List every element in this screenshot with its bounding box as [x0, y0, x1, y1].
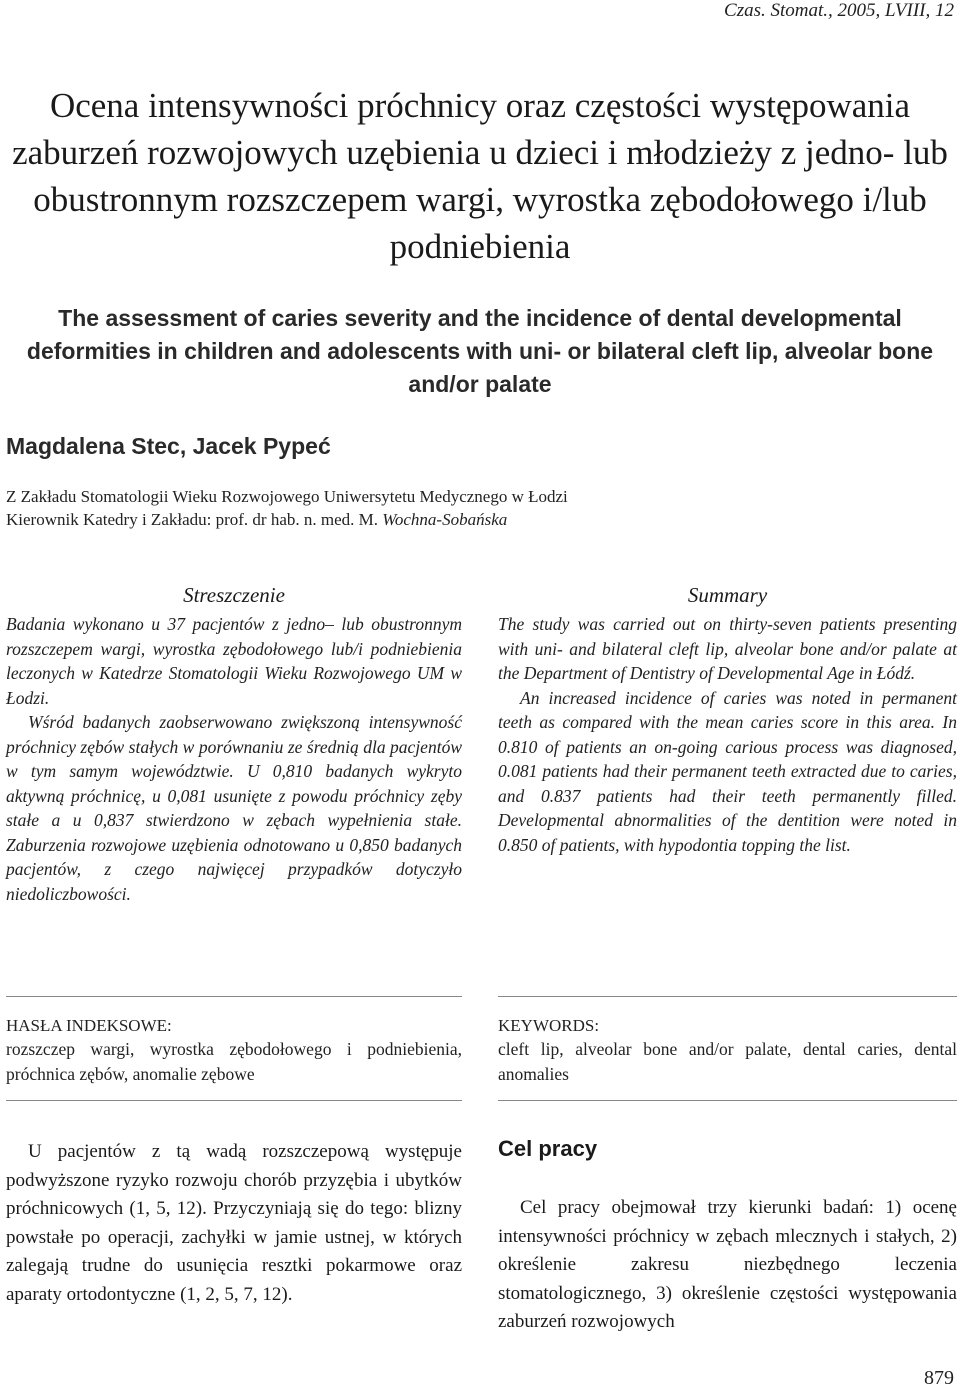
- abstract-polish: [6, 583, 462, 906]
- body-left-column: [6, 1138, 462, 1309]
- keywords-polish-heading: HASŁA INDEKSOWE:: [6, 1016, 172, 1035]
- keywords-polish-bottom-rule: [6, 1100, 462, 1101]
- keywords-english-text: cleft lip, alveolar bone and/or palate, dental caries, dental anomalies: [498, 1039, 957, 1084]
- affiliation-line-1: Z Zakładu Stomatologii Wieku Rozwojowego Uniwersytetu Medycznego w Łodzi: [6, 487, 568, 506]
- abstract-polish-heading: Streszczenie: [183, 583, 285, 607]
- keywords-polish-text: rozszczep wargi, wyrostka zębodołowego i podniebienia, próchnica zębów, anomalie zębowe: [6, 1039, 462, 1084]
- affiliation: [6, 485, 568, 531]
- abstract-english-paragraph: The study was carried out on thirty-seven patients presenting with uni- and bilateral cleft lip, alveolar bone and/or palate at the Department of Dentistry of Developmental Age in Łódź.: [498, 614, 957, 683]
- authors: Magdalena Stec, Jacek Pypeć: [6, 433, 331, 459]
- affiliation-head-label: Kierownik Katedry i Zakładu: prof. dr hab. n. med. M.: [6, 510, 383, 529]
- body-paragraph: Cel pracy obejmował trzy kierunki badań: 1) ocenę intensywności próchnicy w zębach mlecznych i stałych, 2) określenie zakresu niezbędnego leczenia stomatologicznego, 3) określenie częstości występowania zaburzeń rozwojowych: [498, 1197, 957, 1332]
- affiliation-head-name: Wochna-Sobańska: [382, 510, 508, 529]
- body-paragraph: U pacjentów z tą wadą rozszczepową występuje podwyższone ryzyko rozwoju chorób przyzębia i ubytków próchnicowych (1, 5, 12). Przyczyniają się do tego: blizny powstałe po operacji, zachyłki w jamie ustnej, w których zalegają trudne do usunięcia resztki pokarmowe oraz aparaty ortodontyczne (1, 2, 5, 7, 12).: [6, 1141, 462, 1305]
- section-heading: Cel pracy: [498, 1136, 598, 1161]
- title-polish: Ocena intensywności próchnicy oraz częstości występowania zaburzeń rozwojowych uzębienia u dzieci i młodzieży z jedno- lub obustronnym rozszczepem wargi, wyrostka zębodołowego i/lub podniebienia: [12, 86, 948, 266]
- abstract-polish-paragraph: Badania wykonano u 37 pacjentów z jedno– lub obustronnym rozszczepem wargi, wyrostka zębodołowego lub/i podniebienia leczonych w Katedrze Stomatologii Wieku Rozwojowego UM w Łodzi.: [6, 614, 462, 708]
- abstract-english-heading: Summary: [687, 583, 768, 607]
- keywords-english-heading: KEYWORDS:: [498, 1016, 600, 1035]
- keywords-english-bottom-rule: [498, 1100, 957, 1101]
- keywords-polish-top-rule: [6, 996, 462, 997]
- abstract-polish-paragraph: Wśród badanych zaobserwowano zwiększoną intensywność próchnicy zębów stałych w porównaniu ze średnią dla pacjentów w tym samym województwie. U 0,810 badanych wykryto aktywną próchnicę, u 0,081 usunięte z powodu próchnicy zęby stałe a u 0,837 stwierdzono w zębach wypełnienia stałe. Zaburzenia rozwojowe uzębienia odnotowano u 0,850 badanych pacjentów, z czego najwięcej przypadków dotyczyło niedoliczbowości.: [6, 712, 462, 904]
- title-english: The assessment of caries severity and the incidence of dental developmental deformities in children and adolescents with uni- or bilateral cleft lip, alveolar bone and/or palate: [26, 305, 934, 397]
- keywords-english-top-rule: [498, 996, 957, 997]
- abstract-english: [498, 583, 957, 857]
- body-right-column: [498, 1136, 957, 1337]
- abstract-english-paragraph: An increased incidence of caries was noted in permanent teeth as compared with the mean caries score in this area. In 0.810 of patients an on-going carious process was diagnosed, 0.081 patients had their permanent teeth extracted due to caries, and 0.837 patients had their teeth permanently filled. Developmental abnormalities of the dentition were noted in 0.850 of patients, with hypodontia topping the list.: [498, 687, 957, 855]
- running-head: Czas. Stomat., 2005, LVIII, 12: [724, 0, 954, 21]
- keywords-polish: [6, 1014, 462, 1087]
- affiliation-line-2: [6, 508, 568, 531]
- keywords-english: [498, 1014, 957, 1087]
- page-number: 879: [924, 1367, 954, 1389]
